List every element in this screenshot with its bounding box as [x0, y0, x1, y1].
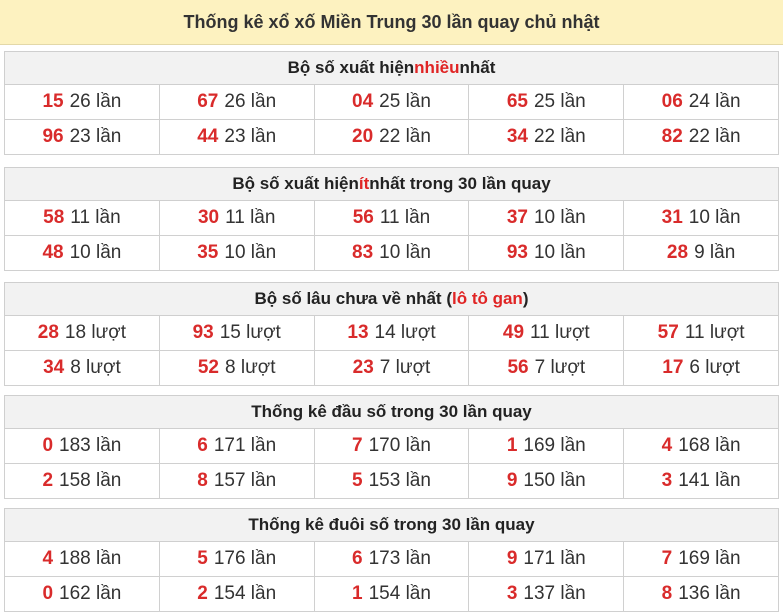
stat-count: 168 lần	[678, 435, 741, 456]
section-heading-highlight: nhiều	[414, 58, 460, 77]
stat-cell	[160, 236, 315, 271]
stat-count: 10 lần	[224, 242, 277, 263]
stat-count: 10 lần	[379, 242, 431, 263]
stat-number: 56	[352, 207, 374, 228]
section-heading-text: nhất trong 30 lần quay	[369, 174, 551, 193]
stat-cell	[469, 236, 624, 271]
section-heading-text: Bộ số xuất hiện	[232, 174, 359, 193]
section-heading-highlight: ít	[358, 174, 370, 193]
stat-number: 2	[197, 583, 208, 604]
stat-count: 11 lượt	[684, 322, 745, 343]
stat-number: 15	[42, 91, 64, 112]
stat-count: 136 lần	[678, 583, 741, 604]
stat-cell	[624, 201, 779, 236]
stat-cell	[5, 85, 160, 120]
stat-cell	[315, 236, 470, 271]
stat-number: 3	[661, 470, 673, 491]
stat-number: 52	[197, 357, 219, 378]
stat-count: 11 lần	[225, 207, 276, 228]
stat-count: 183 lần	[59, 435, 122, 456]
stats-section	[4, 395, 779, 499]
stat-cell	[469, 120, 624, 155]
stat-number: 1	[352, 583, 363, 604]
stat-cell	[5, 201, 160, 236]
stats-grid	[4, 85, 779, 155]
stat-cell	[624, 120, 779, 155]
stat-number: 34	[43, 357, 65, 378]
stat-count: 171 lần	[213, 435, 277, 456]
stats-grid	[4, 316, 779, 386]
stat-number: 31	[661, 207, 683, 228]
stat-number: 3	[506, 583, 518, 604]
stat-count: 173 lần	[368, 548, 431, 569]
stat-cell	[5, 351, 160, 386]
stat-cell	[469, 316, 624, 351]
stat-number: 8	[661, 583, 673, 604]
stat-count: 153 lần	[368, 470, 431, 491]
section-heading-text: Thống kê đuôi số trong 30 lần quay	[248, 515, 535, 534]
stat-count: 22 lần	[379, 126, 431, 147]
stat-number: 96	[42, 126, 64, 147]
stat-number: 9	[506, 548, 518, 569]
stats-section	[4, 51, 779, 155]
stat-number: 65	[506, 91, 528, 112]
stat-number: 37	[506, 207, 528, 228]
stat-count: 137 lần	[523, 583, 586, 604]
stat-number: 8	[197, 470, 208, 491]
stat-count: 11 lần	[70, 207, 121, 228]
stat-cell	[624, 577, 779, 612]
stat-number: 6	[352, 548, 363, 569]
stat-count: 22 lần	[533, 126, 586, 147]
stat-count: 15 lượt	[219, 322, 281, 343]
stat-cell	[624, 236, 779, 271]
section-heading-text: nhất	[459, 58, 496, 77]
stat-count: 162 lần	[59, 583, 122, 604]
stat-number: 35	[197, 242, 219, 263]
stat-number: 9	[506, 470, 518, 491]
stat-count: 150 lần	[523, 470, 586, 491]
stats-grid	[4, 201, 779, 271]
stat-number: 7	[352, 435, 363, 456]
stat-cell	[160, 201, 315, 236]
stat-number: 48	[42, 242, 64, 263]
stat-cell	[315, 85, 470, 120]
stat-cell	[624, 542, 779, 577]
stat-number: 7	[661, 548, 673, 569]
stat-count: 10 lần	[533, 242, 586, 263]
stat-cell	[5, 236, 160, 271]
stat-count: 188 lần	[59, 548, 122, 569]
section-heading	[4, 167, 779, 201]
stat-cell	[5, 464, 160, 499]
stat-number: 83	[352, 242, 374, 263]
stat-cell	[315, 201, 470, 236]
stat-cell	[315, 577, 470, 612]
page-title: Thống kê xổ xố Miền Trung 30 lần quay chủ nhật	[0, 0, 783, 45]
stat-number: 34	[506, 126, 528, 147]
stat-count: 169 lần	[678, 548, 741, 569]
stat-number: 17	[662, 357, 684, 378]
section-heading	[4, 395, 779, 429]
stat-number: 6	[197, 435, 208, 456]
section-heading	[4, 508, 779, 542]
stat-number: 49	[502, 322, 525, 343]
stat-cell	[160, 577, 315, 612]
stat-count: 141 lần	[678, 470, 741, 491]
stat-number: 67	[197, 91, 219, 112]
stat-number: 28	[37, 322, 59, 343]
stat-cell	[315, 542, 470, 577]
stat-number: 1	[506, 435, 518, 456]
stats-section	[4, 167, 779, 271]
stat-count: 169 lần	[523, 435, 586, 456]
stat-count: 7 lượt	[534, 357, 586, 378]
stat-cell	[160, 85, 315, 120]
stat-cell	[469, 542, 624, 577]
stat-cell	[624, 464, 779, 499]
stat-cell	[160, 429, 315, 464]
stat-count: 10 lần	[688, 207, 741, 228]
stat-cell	[5, 429, 160, 464]
stat-count: 18 lượt	[64, 322, 127, 343]
stat-number: 28	[666, 242, 689, 263]
stat-cell	[5, 577, 160, 612]
stat-number: 04	[352, 91, 374, 112]
stat-count: 23 lần	[69, 126, 122, 147]
stat-cell	[160, 351, 315, 386]
stat-number: 0	[42, 583, 54, 604]
section-heading-text: Bộ số xuất hiện	[287, 58, 415, 77]
stat-number: 58	[43, 207, 65, 228]
stat-cell	[160, 464, 315, 499]
section-heading-text: )	[522, 289, 529, 308]
stat-cell	[5, 120, 160, 155]
section-heading	[4, 282, 779, 316]
stat-number: 4	[661, 435, 673, 456]
stat-count: 24 lần	[688, 91, 741, 112]
stat-cell	[5, 316, 160, 351]
section-heading-highlight: lô tô gan	[451, 289, 523, 308]
stat-count: 8 lượt	[70, 357, 121, 378]
stat-cell	[469, 201, 624, 236]
stat-number: 13	[347, 322, 369, 343]
stat-count: 11 lượt	[530, 322, 590, 343]
stat-number: 5	[197, 548, 208, 569]
stat-count: 26 lần	[69, 91, 122, 112]
stat-count: 158 lần	[59, 470, 122, 491]
stats-section	[4, 508, 779, 612]
stat-count: 10 lần	[69, 242, 122, 263]
stat-cell	[624, 429, 779, 464]
stat-cell	[469, 429, 624, 464]
stats-grid	[4, 429, 779, 499]
stat-count: 154 lần	[368, 583, 431, 604]
stat-cell	[624, 85, 779, 120]
stat-count: 170 lần	[368, 435, 431, 456]
stat-cell	[469, 85, 624, 120]
stat-number: 4	[42, 548, 54, 569]
stats-grid	[4, 542, 779, 612]
stat-cell	[160, 542, 315, 577]
stat-number: 30	[197, 207, 220, 228]
stat-number: 56	[507, 357, 529, 378]
stat-cell	[160, 120, 315, 155]
stat-count: 7 lượt	[379, 357, 431, 378]
stat-cell	[469, 577, 624, 612]
section-heading	[4, 51, 779, 85]
stat-cell	[315, 351, 470, 386]
stat-cell	[315, 316, 470, 351]
stat-count: 26 lần	[224, 91, 277, 112]
stat-count: 10 lần	[533, 207, 586, 228]
stat-count: 11 lần	[379, 207, 431, 228]
stat-number: 93	[506, 242, 528, 263]
stats-section	[4, 282, 779, 386]
stat-count: 171 lần	[523, 548, 586, 569]
stat-cell	[624, 316, 779, 351]
stat-number: 2	[42, 470, 54, 491]
stat-cell	[5, 542, 160, 577]
stat-cell	[469, 464, 624, 499]
section-heading-text: Bộ số lâu chưa về nhất (	[254, 289, 452, 308]
stat-number: 44	[197, 126, 219, 147]
stat-number: 82	[661, 126, 683, 147]
stat-number: 93	[192, 322, 214, 343]
stat-cell	[315, 464, 470, 499]
stat-count: 14 lượt	[374, 322, 436, 343]
stat-count: 154 lần	[213, 583, 277, 604]
stat-number: 23	[352, 357, 374, 378]
stat-count: 9 lần	[694, 242, 736, 263]
stat-cell	[315, 429, 470, 464]
stat-cell	[315, 120, 470, 155]
stat-count: 25 lần	[379, 91, 431, 112]
stat-number: 20	[352, 126, 374, 147]
stat-count: 23 lần	[224, 126, 277, 147]
stat-count: 8 lượt	[225, 357, 276, 378]
stat-number: 5	[352, 470, 363, 491]
stat-count: 176 lần	[213, 548, 277, 569]
stat-number: 0	[42, 435, 54, 456]
stat-cell	[160, 316, 315, 351]
stat-cell	[469, 351, 624, 386]
stat-cell	[624, 351, 779, 386]
stat-count: 157 lần	[213, 470, 277, 491]
stat-count: 6 lượt	[689, 357, 740, 378]
stat-number: 06	[661, 91, 683, 112]
stat-count: 25 lần	[533, 91, 586, 112]
stat-count: 22 lần	[688, 126, 741, 147]
stat-number: 57	[657, 322, 679, 343]
section-heading-text: Thống kê đầu số trong 30 lần quay	[251, 402, 532, 421]
